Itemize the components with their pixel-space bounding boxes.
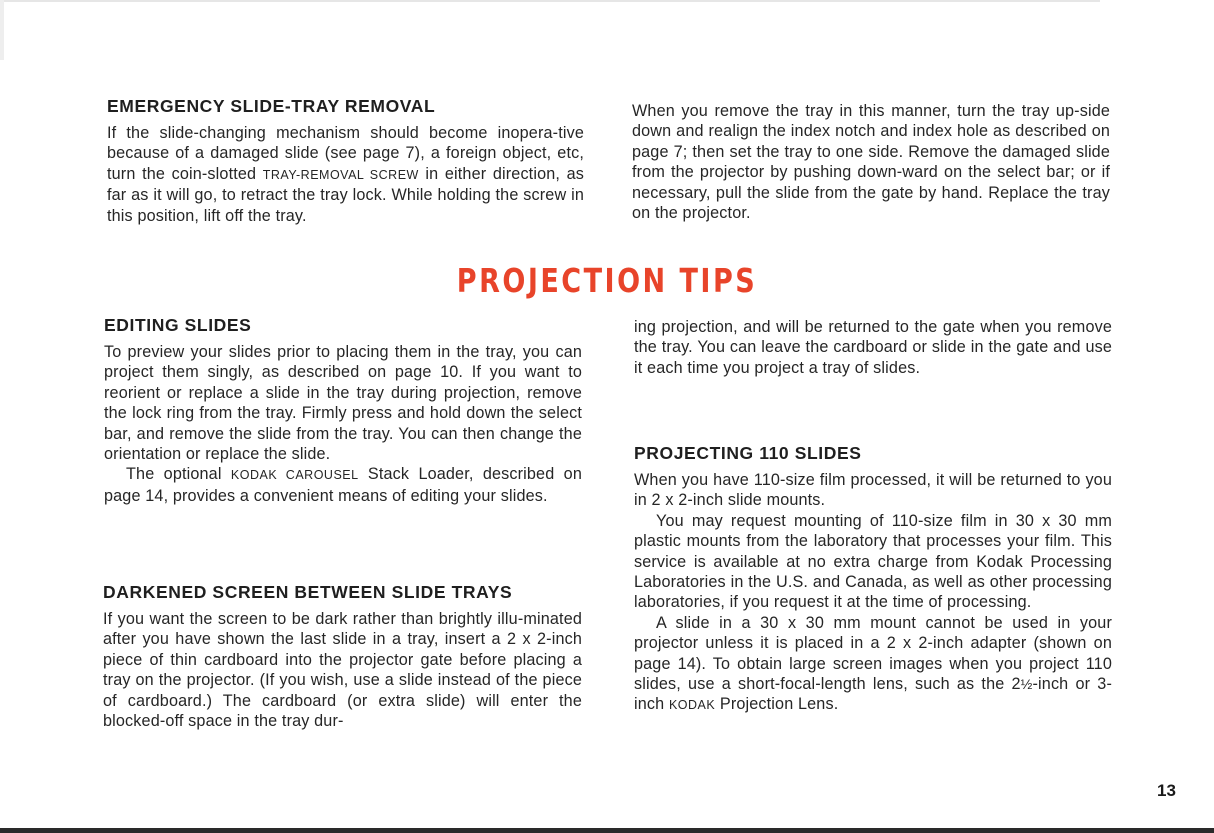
top-rule [0,0,1100,2]
editing-heading: EDITING SLIDES [104,315,252,335]
editing-text-b: Stack Loader, described on page 14, provides a convenient means of editing your slides. [104,465,582,505]
emergency-heading: EMERGENCY SLIDE-TRAY REMOVAL [107,96,436,116]
emergency-section [107,95,584,226]
editing-paragraph-2 [104,464,582,506]
kodak-carousel-term: KODAK CAROUSEL [230,468,359,483]
page-title: PROJECTION TIPS [456,261,758,300]
projecting-110-paragraph-1: When you have 110-size film processed, it will be returned to you in 2 x 2-inch slide mounts. [634,471,1112,510]
emergency-continuation [632,101,1110,223]
projecting-110-text-b: -inch or 3-inch [634,675,1112,714]
projecting-110-paragraph-2: You may request mounting of 110-size film in 30 x 30 mm plastic mounts from the laboratory that processes your film. This service is available at no extra charge from Kodak Processing Laboratories in the U.S. and Canada, as well as other processing laboratories, if you request it at the time of processing. [634,511,1112,612]
emergency-paragraph [107,123,584,226]
page-number: 13 [1157,781,1176,800]
editing-text-a: The optional [126,465,231,484]
half-fraction: ½ [1020,676,1033,693]
projecting-110-heading: PROJECTING 110 SLIDES [634,443,862,463]
darkened-continuation [634,317,1112,378]
emergency-text-a: If the slide-changing mechanism should become inopera-tive because of a damaged slide (see page 7), a foreign object, etc, turn the coin-slotted [107,124,584,183]
projecting-110-text-a: A slide in a 30 x 30 mm mount cannot be used in your projector unless it is placed in a 2 x 2-inch adapter (shown on page 14). To obtain large screen images when you project 110 slides, use a short-focal-length lens, such as the 2 [634,613,1112,694]
bottom-rule [0,828,1214,833]
darkened-continuation-paragraph: ing projection, and will be returned to the gate when you remove the tray. You can leave the cardboard or slide in the gate and use it each time you project a tray of slides. [634,318,1112,377]
kodak-term: KODAK [668,698,716,713]
emergency-text-b: in either direction, as far as it will go, to retract the tray lock. While holding the screw in this position, lift off the tray. [107,164,584,225]
projecting-110-paragraph-3 [634,613,1112,716]
darkened-section [103,581,582,731]
projecting-110-text-c: Projection Lens. [715,695,839,714]
darkened-heading: DARKENED SCREEN BETWEEN SLIDE TRAYS [103,582,513,602]
editing-paragraph-1: To preview your slides prior to placing them in the tray, you can project them singly, as described on page 10. If you want to reorient or replace a slide in the tray during projection, remove the lock ring from the tray. Firmly press and hold down the select bar, and remove the slide from the tray. You can then change the orientation or replace the slide. [104,343,582,464]
emergency-continuation-paragraph: When you remove the tray in this manner, turn the tray up-side down and realign the index notch and index hole as described on page 7; then set the tray to one side. Remove the damaged slide from the projector by pushing down-ward on the select bar; or if necessary, pull the slide from the gate by hand. Replace the tray on the projector. [632,102,1110,223]
editing-section [104,314,582,506]
projecting-110-section [634,442,1112,716]
tray-removal-screw-term: TRAY-REMOVAL SCREW [262,167,419,182]
darkened-paragraph: If you want the screen to be dark rather than brightly illu-minated after you have shown the last slide in a tray, insert a 2 x 2-inch piece of thin cardboard into the projector gate before placing a tray on the projector. (If you wish, use a slide instead of the piece of cardboard.) The cardboard (or extra slide) will enter the blocked-off space in the tray dur- [103,610,582,731]
page-edge [0,0,4,60]
